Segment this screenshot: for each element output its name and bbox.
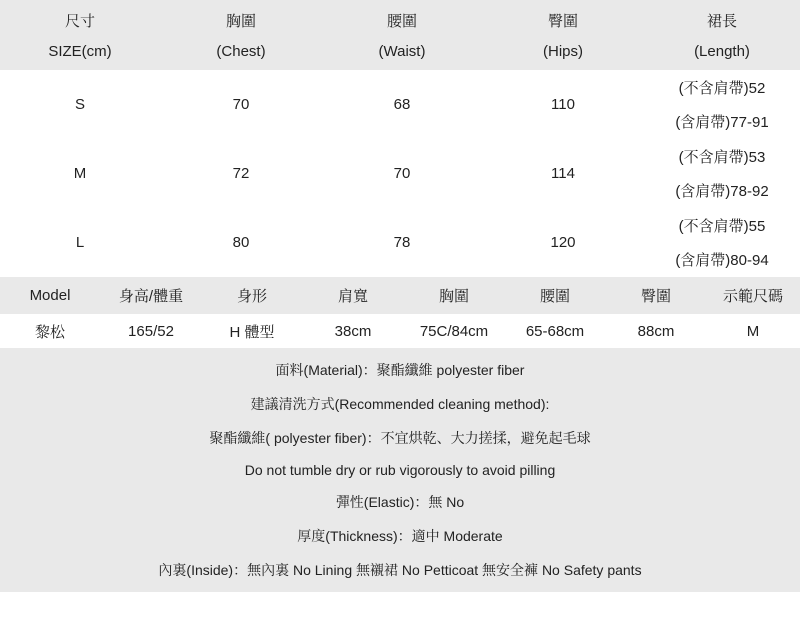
- size-row-l: [0, 208, 800, 277]
- header-hips-zh: 臀圍: [547, 13, 578, 30]
- size-table: [0, 0, 800, 277]
- size-label: L: [75, 234, 85, 251]
- hips-value: 120: [550, 234, 576, 251]
- size-label: M: [73, 165, 87, 182]
- model-header-shoulder: 肩寬: [337, 288, 368, 305]
- header-size-en: SIZE(cm): [48, 43, 112, 60]
- model-table-header: [0, 277, 800, 314]
- model-header-body-shape: 身形: [236, 288, 267, 305]
- length-without-straps: (不含肩帶)55: [678, 217, 766, 235]
- model-header-chest: 胸圍: [438, 288, 469, 305]
- model-header-size-worn: 示範尺碼: [722, 288, 783, 305]
- length-with-straps: (含肩帶)77-91: [675, 114, 769, 132]
- header-hips-en: (Hips): [543, 43, 583, 60]
- length-without-straps: (不含肩帶)52: [678, 79, 766, 97]
- header-size: [0, 8, 160, 62]
- material-line: 面料(Material)：聚酯纖維 polyester fiber: [275, 362, 525, 378]
- header-chest: [160, 8, 322, 62]
- size-label: S: [74, 96, 85, 113]
- length-without-straps: (不含肩帶)53: [678, 148, 766, 166]
- header-length: [644, 8, 800, 62]
- lining-line: 內裏(Inside)：無內裏 No Lining 無襯裙 No Petticoat 無安全褲 No Safety pants: [158, 562, 642, 578]
- chest-value: 80: [232, 234, 250, 251]
- length-with-straps: (含肩帶)78-92: [675, 183, 769, 201]
- header-length-en: (Length): [694, 43, 750, 60]
- hips-value: 110: [551, 96, 575, 113]
- size-row-m: [0, 139, 800, 208]
- model-header-model: Model: [29, 287, 71, 304]
- model-table-row: [0, 314, 800, 348]
- model-waist: 65-68cm: [525, 322, 585, 340]
- length-value: [644, 208, 800, 277]
- header-hips: [482, 8, 644, 62]
- model-table: [0, 277, 800, 348]
- cleaning-instruction-en: Do not tumble dry or rub vigorously to avoid pilling: [244, 462, 556, 478]
- fabric-care-info: [0, 348, 800, 592]
- waist-value: 70: [393, 165, 411, 182]
- length-with-straps: (含肩帶)80-94: [675, 252, 769, 270]
- model-body-shape: H 體型: [229, 323, 275, 341]
- waist-value: 68: [393, 96, 411, 113]
- header-waist-en: (Waist): [378, 43, 426, 60]
- model-header-height-weight: 身高/體重: [118, 288, 184, 305]
- header-waist-zh: 腰圍: [386, 13, 417, 30]
- chest-value: 72: [232, 165, 250, 182]
- model-chest: 75C/84cm: [419, 322, 489, 340]
- size-table-header: [0, 0, 800, 70]
- thickness-line: 厚度(Thickness)：適中 Moderate: [297, 528, 503, 544]
- model-shoulder: 38cm: [334, 322, 372, 340]
- model-size-worn: M: [746, 322, 760, 340]
- waist-value: 78: [393, 234, 411, 251]
- size-row-s: [0, 70, 800, 139]
- elastic-line: 彈性(Elastic)：無 No: [335, 494, 465, 510]
- model-header-waist: 腰圍: [539, 288, 570, 305]
- header-chest-en: (Chest): [216, 43, 266, 60]
- model-hips: 88cm: [637, 322, 675, 340]
- length-value: [644, 139, 800, 208]
- cleaning-method-title: 建議清洗方式(Recommended cleaning method):: [250, 396, 550, 412]
- header-waist: [322, 8, 482, 62]
- chest-value: 70: [232, 96, 250, 113]
- header-chest-zh: 胸圍: [225, 13, 256, 30]
- hips-value: 114: [551, 165, 575, 182]
- header-length-zh: 裙長: [706, 13, 737, 30]
- length-value: [644, 70, 800, 139]
- cleaning-instruction-zh: 聚酯纖維( polyester fiber)：不宜烘乾、大力搓揉，避免起毛球: [209, 430, 591, 446]
- model-header-hips: 臀圍: [640, 288, 671, 305]
- header-size-zh: 尺寸: [64, 13, 95, 30]
- model-name: 黎松: [34, 323, 65, 341]
- model-height-weight: 165/52: [128, 322, 174, 340]
